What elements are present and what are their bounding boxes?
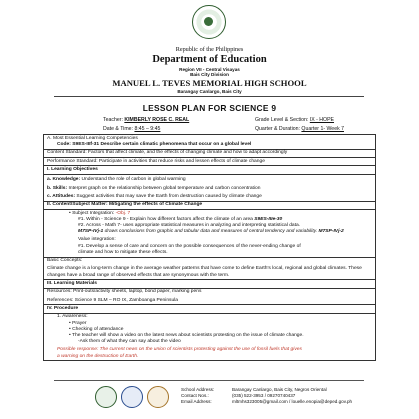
procedure-title: IV. Procedure: [44, 305, 375, 313]
email-value: mltmhs323005@gmail.com / louelle.enopia@deped.gov.ph: [232, 399, 353, 404]
value-integration-line: climate and how to mitigate these effects.: [78, 249, 168, 255]
materials-title: III. Learning Materials: [44, 280, 375, 288]
integration-across: #2. Across - Math 7- uses appropriate statistical measures in analyzing and interpreting statistical data.: [78, 222, 301, 228]
integration-across-cont: M7SP-IVj-1 draws conclusions from graphic and tabular data and measures of central tendency and variability. M7SP-IVj-2: [78, 229, 344, 235]
quarter-value: Quarter 1- Week 7: [301, 126, 344, 132]
basic-concepts-row: [44, 258, 375, 281]
lesson-plan-table: [43, 134, 376, 361]
republic-heading: Republic of the Philippines: [175, 46, 244, 53]
knowledge-objective: a. Knowledge: Understand the role of carbon in global warming: [47, 177, 186, 183]
references-line: References: Science 9 SLM – RO IX, Zamboanga Peninsula: [47, 297, 179, 303]
objectives-row: [44, 175, 375, 202]
quarter-field: [255, 126, 344, 132]
teacher-field: [103, 117, 189, 123]
procedure-bullet: • Prayer: [69, 320, 87, 326]
grade-value: IX - HOPE: [309, 117, 335, 123]
basic-concepts-title: Basic Concepts:: [47, 258, 83, 264]
deped-seal: [192, 5, 226, 39]
procedure-bullet: • The teacher will show a video on the latest news about scientists protesting on the issue of climate change.: [69, 332, 304, 338]
region-line: Region VII - Central Visayas: [179, 67, 240, 72]
barangay-line: Barangay Canlargo, Bais City: [177, 89, 242, 94]
grade-label: Grade Level & Section:: [255, 117, 310, 123]
address-label: School Address:: [181, 387, 215, 392]
footer-labels: [181, 387, 214, 405]
integration-within: #1. Within - Science 9 - Explain how different factors affect the climate of an area S9ES-IIIe-30: [78, 216, 283, 222]
school-name: MANUEL L. TEVES MEMORIAL HIGH SCHOOL: [112, 78, 307, 88]
integration-objective: -Obj. 7: [115, 210, 131, 216]
materials-row: [44, 289, 375, 306]
competencies-row: [44, 135, 375, 150]
procedure-bullet: • Checking of attendance: [69, 326, 124, 332]
contact-label: Contact Nos.:: [181, 393, 209, 398]
procedure-bullet-cont: -Ask them of what they can say about the video: [78, 339, 181, 345]
department-heading: Department of Education: [152, 54, 267, 65]
possible-response-cont: a warning on the destruction of Earth.: [57, 353, 139, 359]
competency-code: Code: S9ES-IIIf-31 Describe certain climatic phenomena that occur on a global level: [57, 141, 252, 147]
date-label: Date & Time:: [103, 126, 135, 132]
basic-concepts-text: Climate change is a long-term change in the average weather patterns that have come to define Earth's local, regional and global climates. These changes have a broad range of observed effects that are synonymous with the term.: [47, 266, 362, 278]
competencies-title: A. Most Essential Learning Competencies: [47, 135, 138, 141]
performance-standard-row: Performance Standard: Participate in activities that reduce risks and lessen effects of climate change: [44, 158, 375, 166]
awareness-heading: 1. Awareness:: [57, 314, 88, 320]
teacher-label: Teacher:: [103, 117, 125, 123]
address-value: Barangay Canlargo, Bais City, Negros Oriental: [232, 387, 327, 392]
resources-line: Resources: Print-outs/activity sheets, laptop, bond paper, marking pens: [47, 289, 202, 295]
division-line: Bais City Division: [190, 72, 229, 78]
objectives-title: I. Learning Objectives: [44, 166, 375, 174]
procedure-row: [44, 314, 375, 361]
contact-value: (035) 522-3953 / 09270740437: [232, 393, 296, 398]
value-integration-label: Value integration:: [78, 237, 116, 243]
teacher-value: KIMBERLY ROSE C. REAL: [124, 117, 190, 123]
possible-response: Possible response: The current news on the union of scientists protesting against the use of fossil fuels that gives: [57, 347, 302, 353]
grade-field: [255, 117, 334, 123]
content-title: II. Content/Subject Matter: Mitigating the effects of Climate Change: [44, 202, 375, 210]
footer-divider: [54, 380, 364, 381]
partner-logo-icon: [147, 386, 169, 408]
skills-objective: b. Skills: Interpret graph on the relationship between global temperature and carbon concentration: [47, 185, 261, 191]
document-title: LESSON PLAN FOR SCIENCE 9: [142, 103, 277, 113]
school-logo-icon: [95, 386, 117, 408]
division-logo-icon: [121, 386, 143, 408]
attitudes-objective: c. Attitudes: Suggest activities that may save the Earth from destruction caused by climate change: [47, 193, 262, 199]
date-value: 8:45 – 9:45: [134, 126, 161, 132]
value-integration-line: #1. Develop a sense of care and concern on the possible consequences of the never-ending change of: [78, 243, 301, 249]
content-standard-row: Content Standard: Factors that affect climate, and the effects of changing climate and how to adapt accordingly: [44, 150, 375, 158]
footer-values: [232, 387, 352, 405]
region-heading: [0, 67, 419, 77]
header-divider: [54, 96, 364, 97]
page-footer: [0, 380, 419, 419]
integration-row: [44, 210, 375, 258]
email-label: Email Address:: [181, 399, 212, 404]
date-field: [103, 126, 160, 132]
quarter-label: Quarter & Duration:: [255, 126, 302, 132]
integration-heading: • Subject Integration: -Obj. 7: [69, 210, 131, 216]
